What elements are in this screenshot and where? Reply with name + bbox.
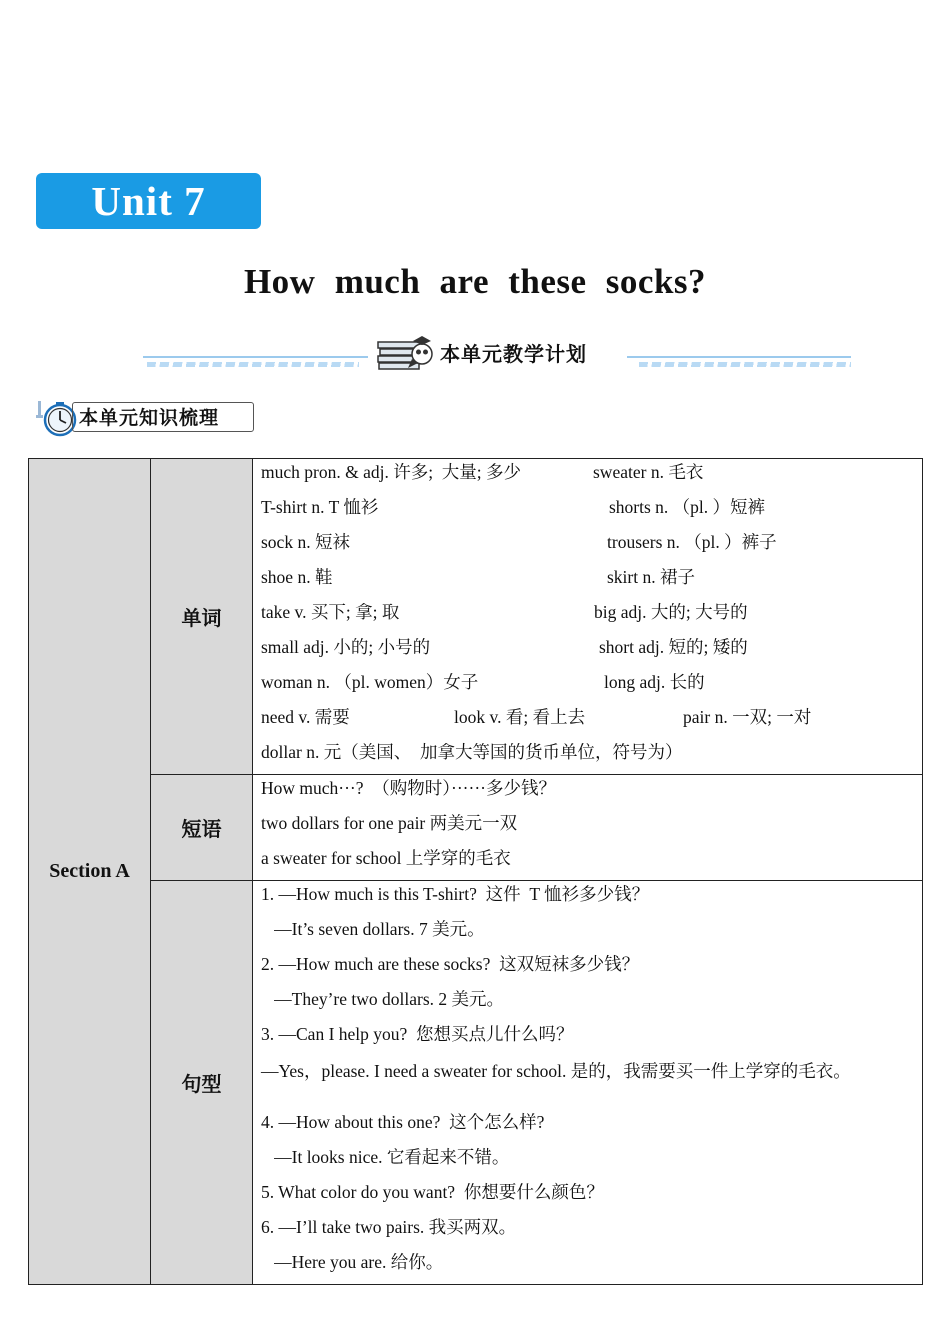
divider-right-dashes [639,362,851,367]
vocab-row [261,704,914,739]
vocab-word: sweater n. 毛衣 [593,462,704,482]
phrase-content [253,775,923,881]
sentence-item [261,916,914,951]
phrase-text: a sweater for school 上学穿的毛衣 [261,848,511,868]
sentence-content [253,881,923,1285]
divider-right [627,356,851,358]
phrase-item [261,845,914,880]
knowledge-table [28,458,923,1285]
sentence-text: —They’re two dollars. 2 美元。 [261,989,505,1009]
unit-banner: Unit 7 [36,173,261,229]
section-a-cell: Section A [29,459,151,1285]
vocab-word: long adj. 长的 [604,672,705,692]
unit-plan-label: 本单元教学计划 [440,342,587,366]
sentence-item [261,1179,914,1214]
sentence-item [261,1214,914,1249]
vocab-word: T-shirt n. T 恤衫 [261,497,379,517]
sentence-item [261,1144,914,1179]
vocab-row [261,529,914,564]
vocab-word: need v. 需要 [261,707,350,727]
vocab-word: much pron. & adj. 许多; 大量; 多少 [261,462,522,482]
sentence-item [261,1249,914,1284]
sentence-text: —It looks nice. 它看起来不错。 [261,1147,510,1167]
phrase-text: two dollars for one pair 两美元一双 [261,813,518,833]
vocab-word: shoe n. 鞋 [261,567,333,587]
knowledge-label: 本单元知识梳理 [72,402,254,432]
unit-plan-bar [143,332,851,372]
sentence-text: —Here you are. 给你。 [261,1252,444,1272]
sentence-text: 5. What color do you want? 你想要什么颜色？ [261,1182,604,1202]
vocab-content [253,459,923,775]
vocab-row [261,739,914,774]
vocab-word: pair n. 一双; 一对 [683,707,812,727]
sentence-text: 4. —How about this one? 这个怎么样? [261,1112,545,1132]
phrase-text: How much···? （购物时）······多少钱？ [261,778,556,798]
vocab-word: take v. 买下; 拿; 取 [261,602,400,622]
vocab-word: dollar n. 元（美国、 加拿大等国的货币单位，符号为） [261,742,683,762]
sentence-item [261,1021,914,1056]
vocab-row [261,669,914,704]
sentence-item [261,986,914,1021]
phrase-label: 短语 [151,775,253,881]
sentence-text: 2. —How much are these socks? 这双短袜多少钱？ [261,954,640,974]
knowledge-section-header [36,399,256,435]
phrase-item [261,775,914,810]
sentence-item [261,1109,914,1144]
sentence-item [261,951,914,986]
vocab-row [261,459,914,494]
sentence-text: 6. —I’ll take two pairs. 我买两双。 [261,1217,517,1237]
sentence-text: 1. —How much is this T-shirt? 这件 T 恤衫多少钱？ [261,884,650,904]
vocab-word: short adj. 短的; 矮的 [599,637,748,657]
vocab-word: look v. 看; 看上去 [454,707,586,727]
vocab-row [261,494,914,529]
vocab-word: shorts n. （pl. ）短裤 [609,497,766,517]
vocab-word: small adj. 小的; 小号的 [261,637,431,657]
vocab-row [261,634,914,669]
vocab-word: woman n. （pl. women）女子 [261,672,479,692]
book-owl-icon [377,332,435,370]
sentence-text: —It’s seven dollars. 7 美元。 [261,919,485,939]
sentence-item [261,881,914,916]
divider-left [143,356,368,358]
sentence-text: 3. —Can I help you? 您想买点儿什么吗？ [261,1024,574,1044]
vocab-word: trousers n. （pl. ）裤子 [607,532,777,552]
divider-left-dashes [147,362,359,367]
phrase-item [261,810,914,845]
vocab-label: 单词 [151,459,253,775]
vocab-word: sock n. 短袜 [261,532,350,552]
vocab-row [261,564,914,599]
page-title: How much are these socks? [243,262,707,301]
sentence-label: 句型 [151,881,253,1285]
vocab-word: skirt n. 裙子 [607,567,695,587]
sentence-item: —Yes，please. I need a sweater for school. 是的，我需要买一件上学穿的毛衣。 [261,1061,851,1081]
vocab-row [261,599,914,634]
vocab-word: big adj. 大的; 大号的 [594,602,748,622]
